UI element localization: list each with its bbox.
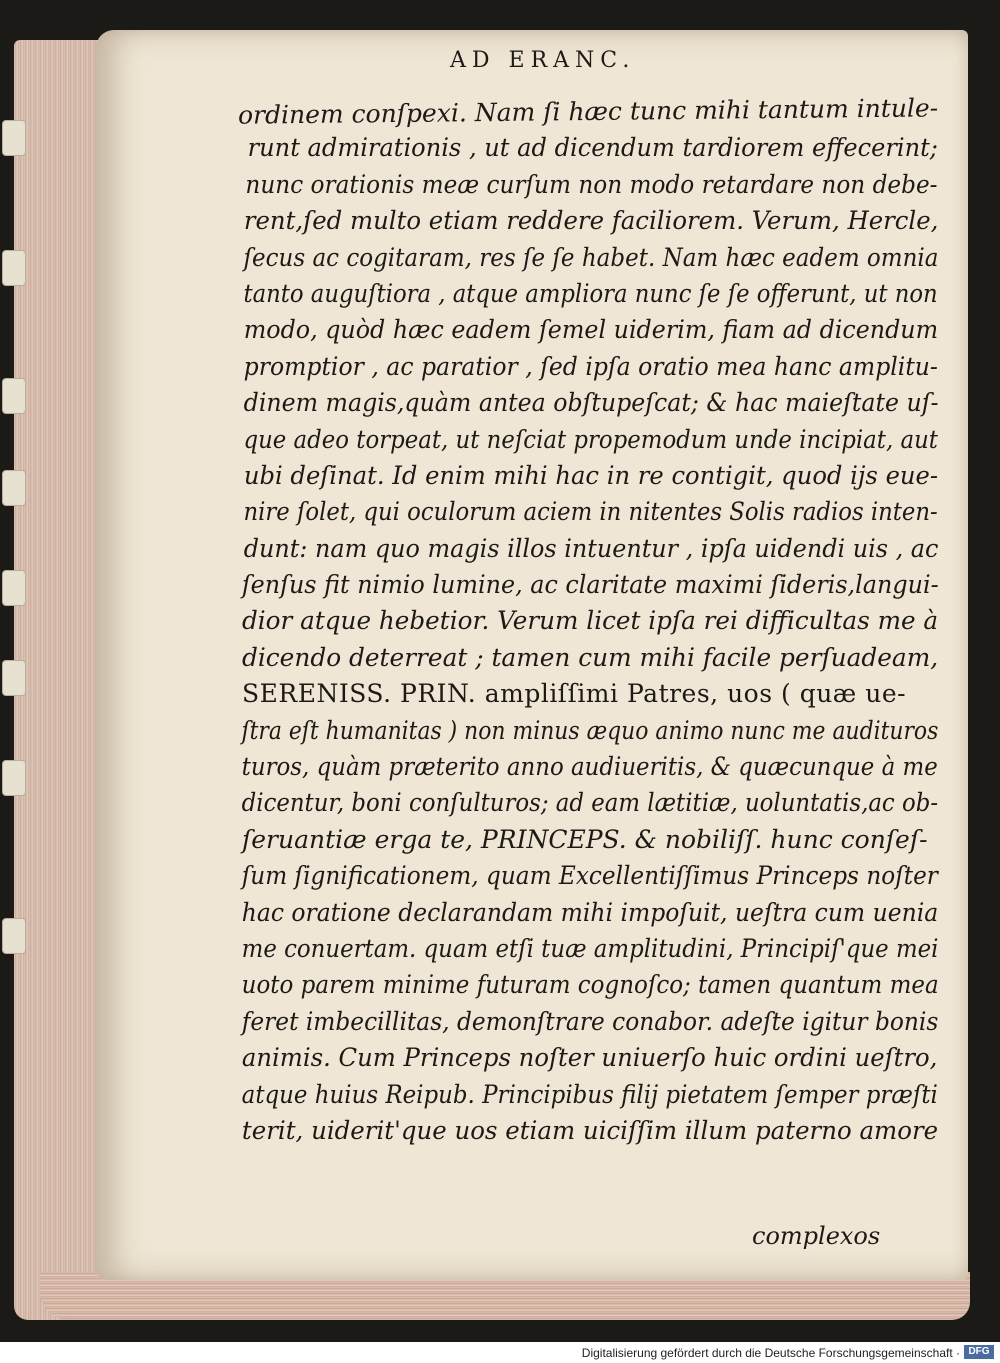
text-line: modo, quòd hæc eadem ſemel uiderim, fiam ad dicendum [243, 315, 939, 345]
text-line: me conuertam. quam etſi tuæ amplitudini, Principiſ'que mei [241, 933, 939, 963]
text-line: dior atque hebetior. Verum licet ipſa rei difficultas me à [241, 606, 939, 636]
text-line: runt admirationis , ut ad dicendum tardiorem effecerint; [247, 133, 938, 163]
text-line: feret imbecillitas, demonſtrare conabor. adeſte igitur bonis [241, 1006, 939, 1036]
dfg-logo: DFG [964, 1345, 994, 1359]
text-line: ſum ſignificationem, quam Excellentiſſimus Princeps noſter [241, 861, 938, 891]
text-line: dinem magis,quàm antea obſtupeſcat; & hac maieſtate uſ- [243, 388, 939, 418]
text-line: hac oratione declarandam mihi impoſuit, ueſtra cum uenia [241, 897, 939, 927]
running-head: AD ERANC. [450, 48, 636, 73]
funding-credit: Digitalisierung gefördert durch die Deutsche Forschungsgemeinschaft · [581, 1346, 960, 1360]
bookmark-tab [2, 378, 26, 414]
bookmark-tab [2, 470, 26, 506]
body-text [238, 94, 938, 1149]
text-line: atque huius Reipub. Principibus filij pietatem ſemper præſti [241, 1079, 938, 1109]
text-line: ſecus ac cogitaram, res ſe ſe habet. Nam hæc eadem omnia [243, 242, 939, 272]
bookmark-tab [2, 250, 26, 286]
text-line: uoto parem minime futuram cognoſco; tamen quantum mea [241, 970, 939, 1000]
catchword: complexos [752, 1222, 881, 1250]
text-line: ſeruantiæ erga te, PRINCEPS. & nobiliſſ. hunc conſeſ- [242, 824, 928, 854]
text-line: ſtra eſt humanitas ) non minus æquo animo nunc me audituros [241, 715, 939, 745]
text-line: animis. Cum Princeps noſter uniuerſo huic ordini ueſtro, [241, 1043, 938, 1073]
text-line: nire ſolet, qui oculorum aciem in nitentes Solis radios inten- [243, 497, 938, 527]
text-line: dicentur, boni conſulturos; ad eam lætitiæ, uoluntatis,ac ob- [241, 788, 939, 818]
footer-bar [0, 1342, 1000, 1363]
text-line: nunc orationis meæ curſum non modo retardare non debe- [245, 169, 938, 199]
bookmark-tab [2, 660, 26, 696]
text-line: turos, quàm præterito anno audiueritis, & quæcunque à me [241, 752, 938, 782]
text-line: ſenſus fit nimio lumine, ac claritate maximi ſideris,langui- [241, 570, 939, 600]
text-line: dicendo deterreat ; tamen cum mihi facile perſuadeam, [241, 642, 939, 672]
bookmark-tab [2, 570, 26, 606]
text-line: ordinem conſpexi. Nam ſi hæc tunc mihi tantum intule- [237, 93, 939, 130]
text-line: tanto auguſtiora , atque ampliora nunc ſe ſe offerunt, ut non [243, 278, 938, 308]
text-line: dunt: nam quo magis illos intuentur , ipſa uidendi uis , ac [243, 533, 939, 563]
text-line: promptior , ac paratior , ſed ipſa oratio mea hanc amplitu- [243, 351, 938, 381]
text-line: rent,ſed multo etiam reddere faciliorem. Verum, Hercle, [243, 206, 939, 236]
text-line: terit, uiderit'que uos etiam uiciſſim illum paterno amore [241, 1115, 939, 1145]
text-line: ubi deſinat. Id enim mihi hac in re contigit, quod ijs eue- [243, 460, 939, 490]
text-line: que adeo torpeat, ut neſciat propemodum unde incipiat, aut [243, 424, 938, 454]
bookmark-tab [2, 120, 26, 156]
bookmark-tab [2, 918, 26, 954]
bookmark-tab [2, 760, 26, 796]
text-line: SERENISS. PRIN. ampliſſimi Patres, uos ( quæ ue- [242, 679, 907, 709]
